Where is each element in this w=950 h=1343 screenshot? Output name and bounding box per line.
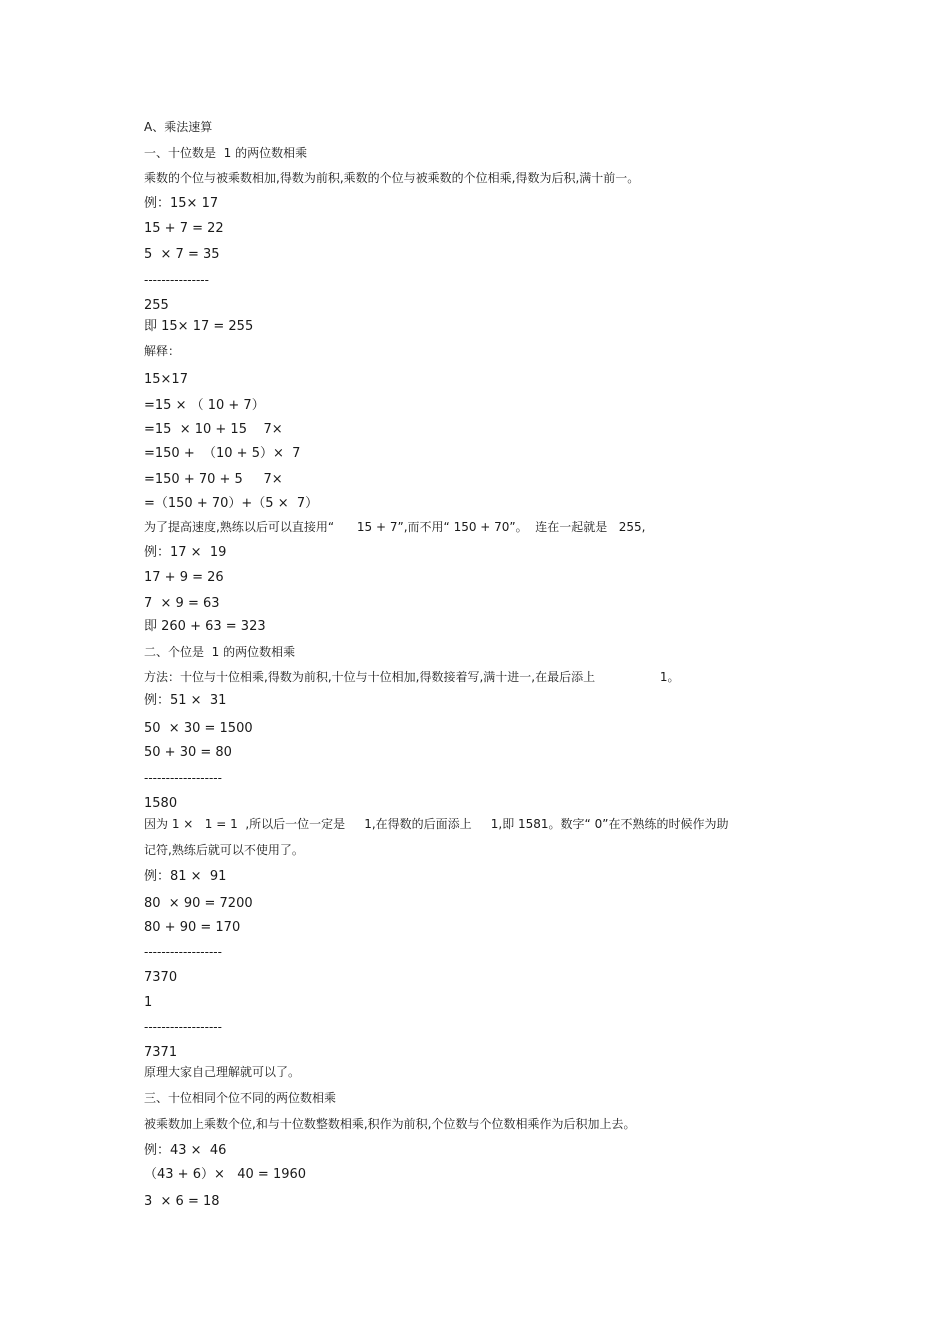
calc-result: 255 bbox=[144, 298, 169, 313]
calc-line: 15 + 7 = 22 bbox=[144, 221, 224, 236]
calc-line: =150 + 70 + 5 7× bbox=[144, 472, 283, 487]
calc-line: =（150 + 70）+（5 × 7） bbox=[144, 496, 319, 511]
method-text: 为了提高速度,熟练以后可以直接用“ 15 + 7”,而不用“ 150 + 70”。 连在一起就是 255, bbox=[144, 520, 646, 534]
calc-line: =150 + （10 + 5）× 7 bbox=[144, 446, 301, 461]
example-label: 例：43 × 46 bbox=[144, 1143, 227, 1158]
calc-line: 50 × 30 = 1500 bbox=[144, 721, 253, 736]
calc-line: =15 × 10 + 15 7× bbox=[144, 422, 283, 437]
calc-line: =15 × （ 10 + 7） bbox=[144, 398, 265, 413]
explanation-label: 解释： bbox=[144, 344, 181, 358]
section-title: A、乘法速算 bbox=[144, 120, 213, 134]
subsection-heading: 一、十位数是 1 的两位数相乘 bbox=[144, 146, 308, 160]
dash-divider: ------------------ bbox=[144, 945, 222, 959]
example-label: 例：17 × 19 bbox=[144, 545, 227, 560]
method-text: 乘数的个位与被乘数相加,得数为前积,乘数的个位与被乘数的个位相乘,得数为后积,满十前一。 bbox=[144, 171, 640, 185]
example-label: 例：15× 17 bbox=[144, 196, 219, 211]
calc-line: 80 × 90 = 7200 bbox=[144, 896, 253, 911]
dash-divider: ------------------ bbox=[144, 771, 222, 785]
method-text: 方法：十位与十位相乘,得数为前积,十位与十位相加,得数接着写,满十进一,在最后添上 1。 bbox=[144, 670, 680, 684]
calc-line: 1 bbox=[144, 995, 153, 1010]
dash-divider: ------------------ bbox=[144, 1020, 222, 1034]
calc-line: （43 + 6）× 40 = 1960 bbox=[144, 1167, 307, 1182]
method-text: 被乘数加上乘数个位,和与十位数整数相乘,积作为前积,个位数与个位数相乘作为后积加上去。 bbox=[144, 1117, 636, 1131]
calc-line: 17 + 9 = 26 bbox=[144, 570, 224, 585]
calc-line: 即 260 + 63 = 323 bbox=[144, 619, 266, 634]
calc-line: 3 × 6 = 18 bbox=[144, 1194, 220, 1209]
calc-result: 7370 bbox=[144, 970, 178, 985]
calc-line: 5 × 7 = 35 bbox=[144, 247, 220, 262]
calc-line: 80 + 90 = 170 bbox=[144, 920, 241, 935]
method-text: 记符,熟练后就可以不使用了。 bbox=[144, 843, 304, 857]
example-label: 例：81 × 91 bbox=[144, 869, 227, 884]
subsection-heading: 三、十位相同个位不同的两位数相乘 bbox=[144, 1091, 337, 1105]
calc-line: 7 × 9 = 63 bbox=[144, 596, 220, 611]
calc-line: 50 + 30 = 80 bbox=[144, 745, 232, 760]
calc-line: 15×17 bbox=[144, 372, 188, 387]
subsection-heading: 二、个位是 1 的两位数相乘 bbox=[144, 645, 296, 659]
dash-divider: --------------- bbox=[144, 273, 209, 287]
method-text: 因为 1 × 1 = 1 ,所以后一位一定是 1,在得数的后面添上 1,即 1581。数字“ 0”在不熟练的时候作为助 bbox=[144, 817, 729, 831]
calc-result: 7371 bbox=[144, 1045, 178, 1060]
example-label: 例：51 × 31 bbox=[144, 693, 227, 708]
calc-line: 即 15× 17 = 255 bbox=[144, 319, 254, 334]
calc-result: 1580 bbox=[144, 796, 178, 811]
method-text: 原理大家自己理解就可以了。 bbox=[144, 1065, 301, 1079]
